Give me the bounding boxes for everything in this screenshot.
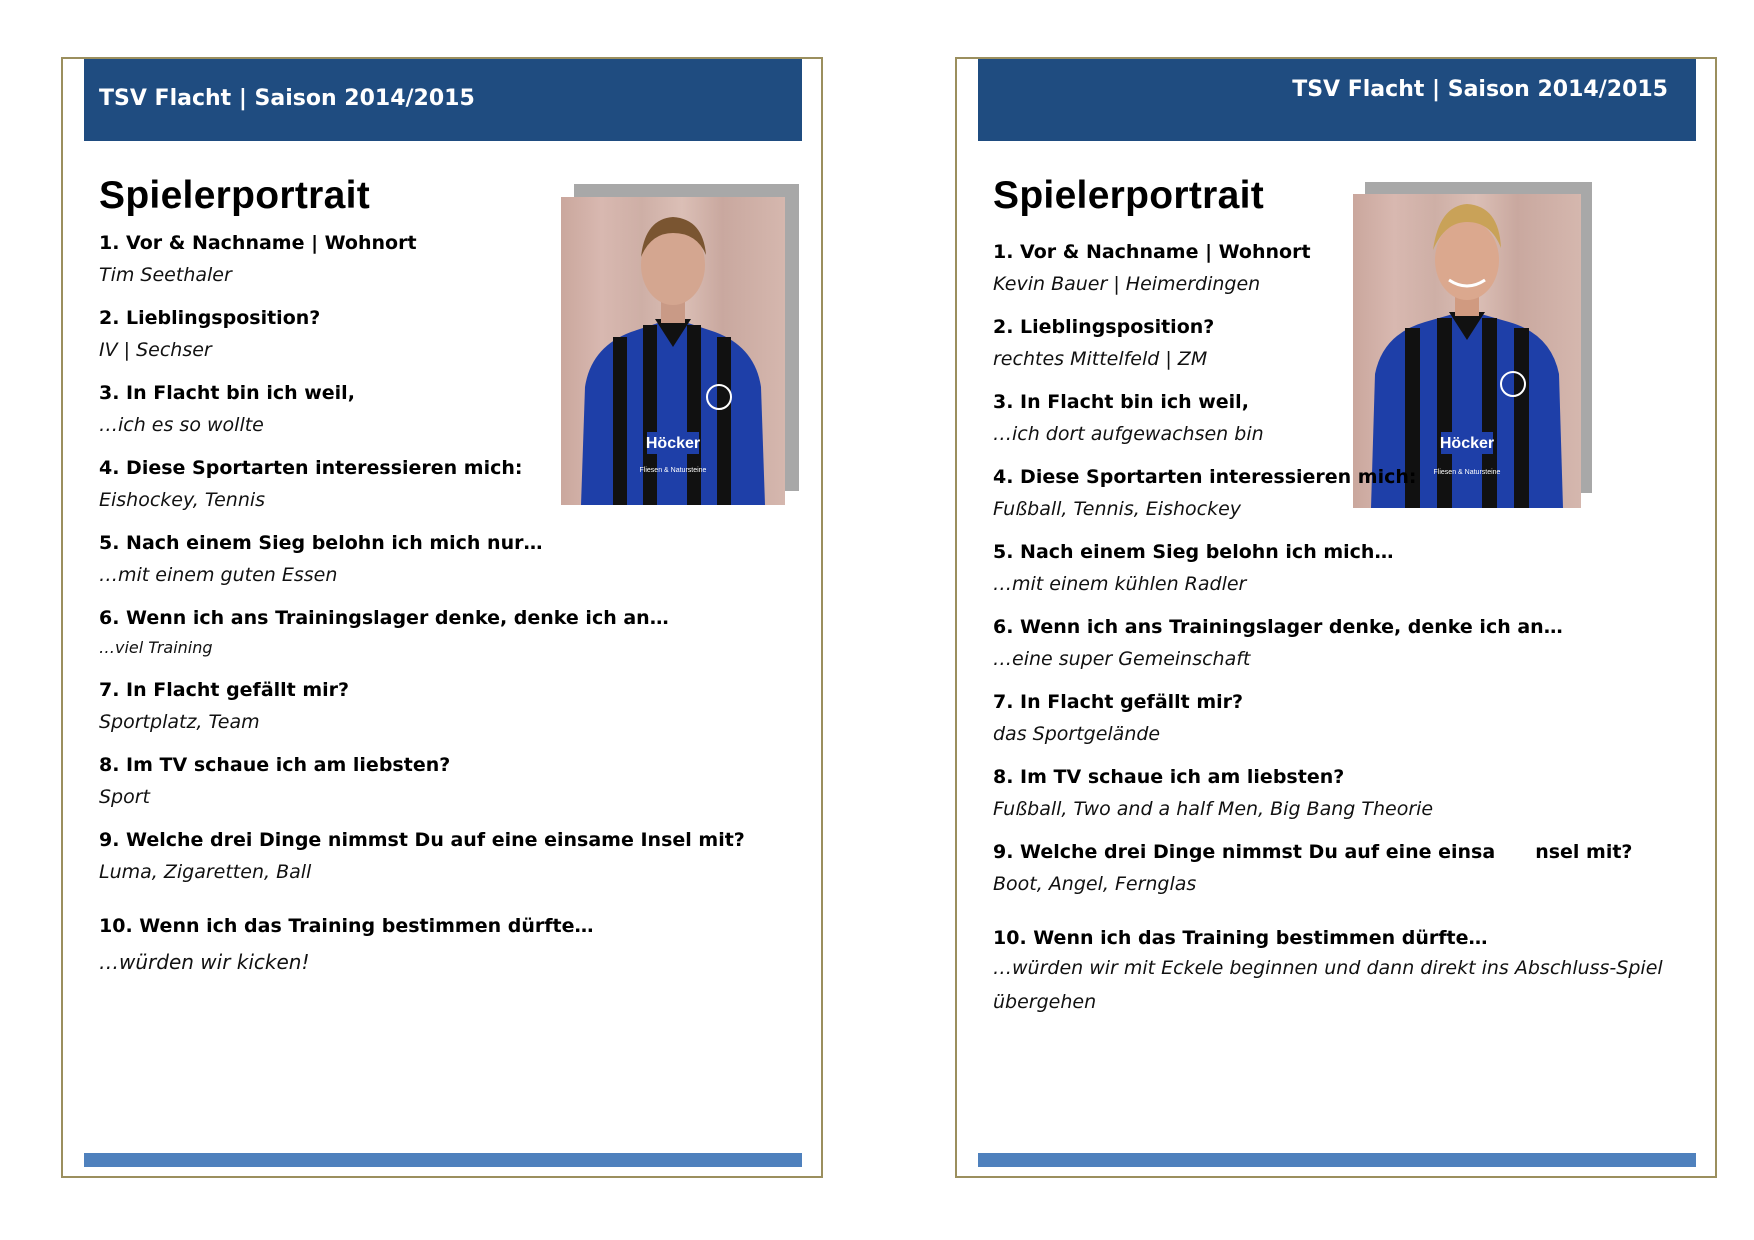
answer: Kevin Bauer | Heimerdingen xyxy=(993,273,1261,295)
jersey-sponsor-sub: Fliesen & Natursteine xyxy=(639,467,707,474)
question: 1. Vor & Nachname | Wohnort xyxy=(99,232,417,254)
question: 3. In Flacht bin ich weil, xyxy=(99,382,355,404)
answer: Luma, Zigaretten, Ball xyxy=(99,861,312,883)
question-part: nsel mit? xyxy=(1535,841,1633,863)
question: 5. Nach einem Sieg belohn ich mich… xyxy=(993,541,1394,563)
question: 7. In Flacht gefällt mir? xyxy=(993,691,1244,713)
answer: Sportplatz, Team xyxy=(99,711,260,733)
question: 7. In Flacht gefällt mir? xyxy=(99,679,350,701)
question: 3. In Flacht bin ich weil, xyxy=(993,391,1249,413)
jersey-sponsor: Höcker xyxy=(1439,435,1495,452)
qa-item xyxy=(993,926,1693,1019)
qa-item xyxy=(993,765,1693,821)
question: 8. Im TV schaue ich am liebsten? xyxy=(99,754,451,776)
answer: Sport xyxy=(99,786,151,808)
qa-item xyxy=(99,456,799,512)
footer-bar xyxy=(978,1153,1696,1167)
answer: Eishockey, Tennis xyxy=(99,489,266,511)
answer: …eine super Gemeinschaft xyxy=(993,648,1251,670)
qa-item xyxy=(993,315,1693,371)
header-title: TSV Flacht | Saison 2014/2015 xyxy=(1292,77,1668,102)
header-bar xyxy=(978,59,1696,141)
answer: …mit einem kühlen Radler xyxy=(993,573,1247,595)
qa-item xyxy=(99,606,799,660)
page-title: Spielerportrait xyxy=(99,174,371,217)
qa-item xyxy=(993,540,1693,596)
answer: …würden wir kicken! xyxy=(99,950,310,974)
question: 8. Im TV schaue ich am liebsten? xyxy=(993,766,1345,788)
answer: Fußball, Tennis, Eishockey xyxy=(993,498,1242,520)
answer: das Sportgelände xyxy=(993,723,1161,745)
question: 1. Vor & Nachname | Wohnort xyxy=(993,241,1311,263)
question: 2. Lieblingsposition? xyxy=(99,307,321,329)
qa-item xyxy=(99,381,799,437)
answer: …mit einem guten Essen xyxy=(99,564,338,586)
qa-item xyxy=(993,465,1693,521)
answer: Fußball, Two and a half Men, Big Bang Theorie xyxy=(993,798,1434,820)
answer: Tim Seethaler xyxy=(99,264,232,286)
portrait-page-left xyxy=(61,57,823,1178)
answer: IV | Sechser xyxy=(99,339,212,361)
jersey-sponsor: Höcker xyxy=(645,435,701,452)
header-title: TSV Flacht | Saison 2014/2015 xyxy=(99,86,475,111)
jersey-sponsor-sub: Fliesen & Natursteine xyxy=(1433,469,1501,476)
qa-item xyxy=(993,240,1693,296)
qa-item xyxy=(993,840,1693,896)
question: 6. Wenn ich ans Trainingslager denke, denke ich an… xyxy=(99,607,669,629)
question: 9. Welche drei Dinge nimmst Du auf eine einsame Insel mit? xyxy=(99,829,745,851)
answer: …ich es so wollte xyxy=(99,414,264,436)
question: 2. Lieblingsposition? xyxy=(993,316,1215,338)
question xyxy=(993,840,1693,864)
question: 4. Diese Sportarten interessieren mich: xyxy=(99,457,523,479)
question: 10. Wenn ich das Training bestimmen dürfte… xyxy=(993,927,1488,949)
question-part: 9. Welche drei Dinge nimmst Du auf eine einsa xyxy=(993,841,1496,863)
qa-item xyxy=(99,753,799,809)
question: 6. Wenn ich ans Trainingslager denke, denke ich an… xyxy=(993,616,1563,638)
answer: rechtes Mittelfeld | ZM xyxy=(993,348,1208,370)
question: 10. Wenn ich das Training bestimmen dürfte… xyxy=(99,915,594,937)
header-bar xyxy=(84,59,802,141)
page-title: Spielerportrait xyxy=(993,174,1265,217)
qa-item xyxy=(993,690,1693,746)
answer: …würden wir mit Eckele beginnen und dann direkt ins Abschluss-Spiel übergehen xyxy=(993,957,1663,1013)
question: 4. Diese Sportarten interessieren mich: xyxy=(993,466,1417,488)
qa-item xyxy=(99,678,799,734)
qa-item xyxy=(99,306,799,362)
qa-item xyxy=(99,231,799,287)
qa-item xyxy=(993,390,1693,446)
answer: Boot, Angel, Fernglas xyxy=(993,873,1197,895)
answer: …viel Training xyxy=(99,638,213,657)
answer: …ich dort aufgewachsen bin xyxy=(993,423,1264,445)
qa-item xyxy=(99,914,799,974)
footer-bar xyxy=(84,1153,802,1167)
qa-item xyxy=(99,828,799,884)
qa-item xyxy=(99,531,799,587)
qa-item xyxy=(993,615,1693,671)
question: 5. Nach einem Sieg belohn ich mich nur… xyxy=(99,532,543,554)
portrait-page-right xyxy=(955,57,1717,1178)
